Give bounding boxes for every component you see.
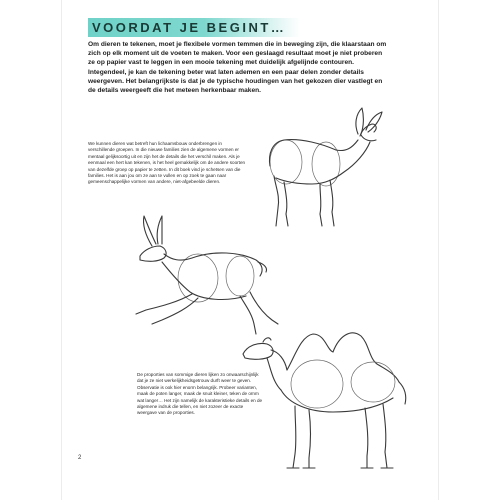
- body-paragraph-families: We kunnen dieren wat betreft hun lichaamsbouw onderbrengen in verschillende groepen. In die nieuwe families zien de algemene vormen er mentaal gelijksoortig uit en zijn het de details die het verschil maken. Als je eenmaal een hert kan tekenen, is het heel gemakkelijk om de andere soorten van dezelfde groep op papier te zetten. In dit boek vind je schetsen van die families. Het is aan jou om ze aan te vullen en op zoek te gaan naar gemeenschappelijke vormen van andere, niet-afgebeelde dieren.: [88, 141, 246, 185]
- book-page: [62, 0, 438, 500]
- camel-sketch-icon: [237, 322, 427, 472]
- intro-paragraph: Om dieren te tekenen, moet je flexibele vormen temmen die in beweging zijn, die klaarstaan om zich op elk moment uit de voeten te maken. Voor een geslaagd resultaat moet je niet proberen ze op papier vast te leggen in een mooie tekening met duidelijk afgelijnde contouren. Integendeel, je kan de tekening beter wat laten ademen en een paar delen zonder details weergeven. Het belangrijkste is dat je de typische houdingen van het gekozen dier vastlegt en de details weergeeft die het meteen herkenbaar maken.: [88, 41, 387, 95]
- antelope-sketch-icon: [122, 210, 282, 340]
- page-title: VOORDAT JE BEGINT…: [88, 18, 300, 37]
- body-paragraph-proportions: De proporties van sommige dieren lijken zo onwaarschijnlijk dat je ze niet werkelijkheidsgetrouw durft weer te geven. Observatie is ook hier enorm belangrijk. Probeer varianten, maak de poten langer, maak de snuit kleiner, teken de ornm wat langer… Het zijn namelijk de karakteristieke details en de algemene indruk die tellen, en niet zozeer de exacte weergave van de proporties.: [137, 372, 263, 416]
- page-number: 2: [78, 455, 82, 461]
